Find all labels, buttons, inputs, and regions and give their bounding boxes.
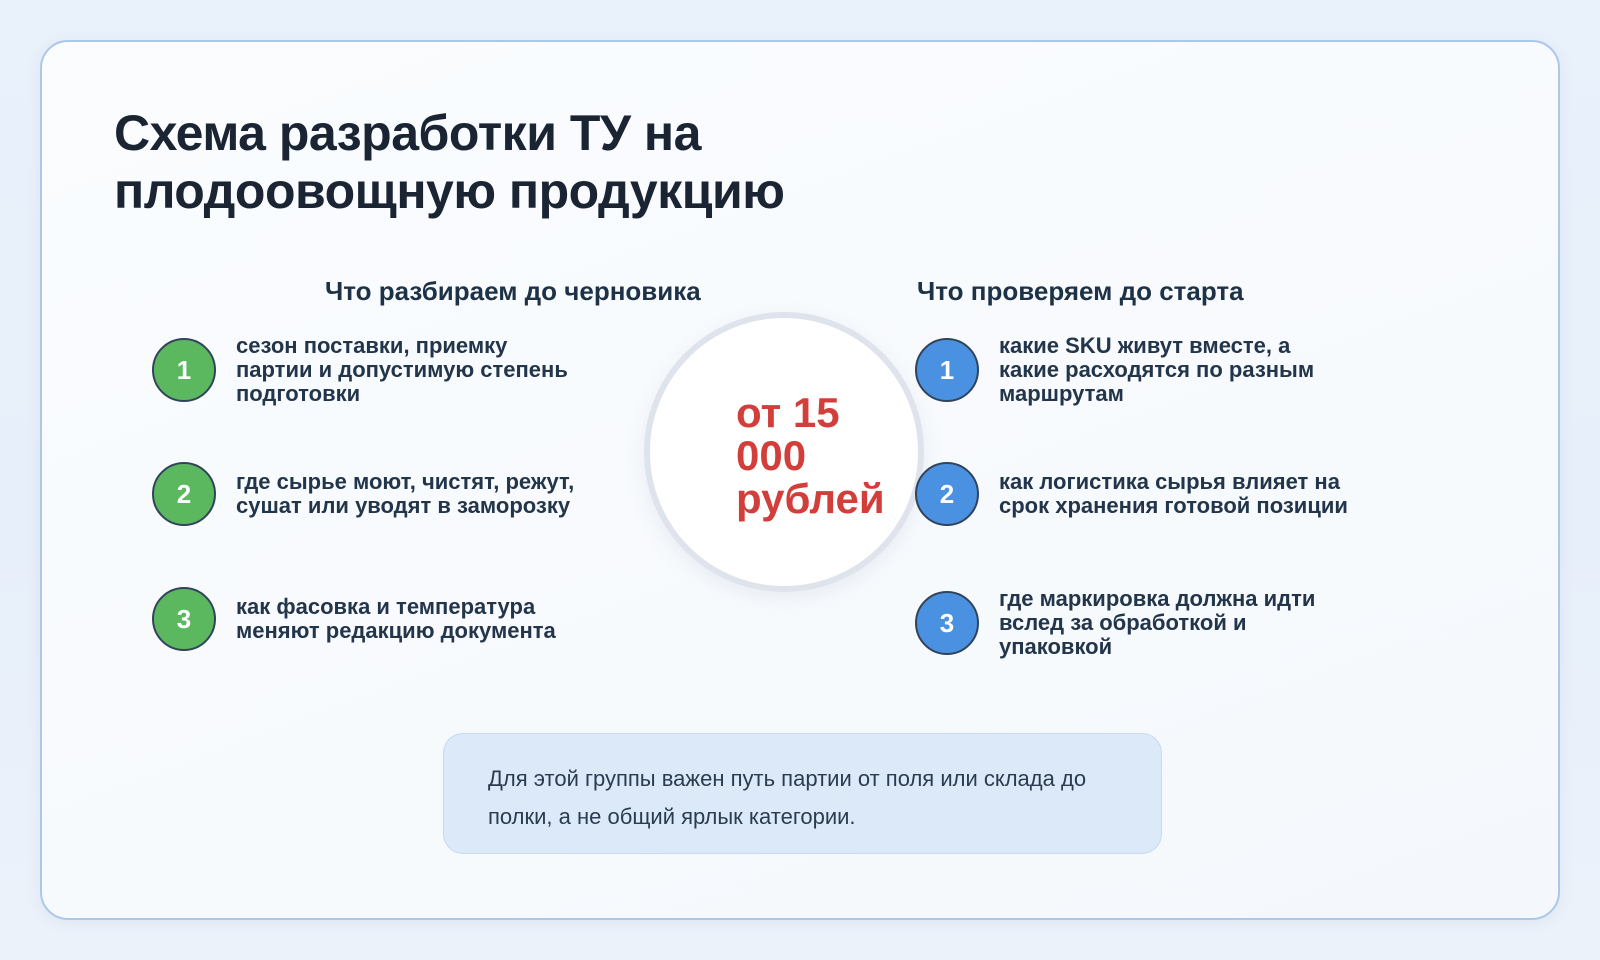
list-item-text: где маркировка должна идти вслед за обработкой и упаковкой <box>999 586 1316 659</box>
step-badge: 1 <box>152 338 216 402</box>
note-box <box>443 733 1162 854</box>
list-item-text: как фасовка и температура меняют редакцию документа <box>236 594 556 643</box>
page-title: Схема разработки ТУ на плодоовощную продукцию <box>114 105 785 219</box>
price-line-2: 000 <box>736 431 807 479</box>
infographic-card <box>40 40 1560 920</box>
list-item-text: какие SKU живут вместе, а какие расходятся по разным маршрутам <box>999 333 1315 406</box>
list-item-text: как логистика сырья влияет на срок хранения готовой позиции <box>999 469 1348 518</box>
list-item <box>915 334 1354 406</box>
step-badge: 1 <box>915 338 979 402</box>
price-circle <box>644 312 924 592</box>
list-item <box>915 462 1354 526</box>
list-item-text: сезон поставки, приемку партии и допустимую степень подготовки <box>236 333 568 406</box>
step-badge: 3 <box>915 591 979 655</box>
step-badge: 3 <box>152 587 216 651</box>
list-item <box>915 587 1354 659</box>
step-badge: 2 <box>152 462 216 526</box>
price-line-3: рублей <box>736 474 885 522</box>
note-text: Для этой группы важен путь партии от поля или склада до полки, а не общий ярлык категории. <box>488 766 1087 829</box>
left-column-header: Что разбираем до черновика <box>325 276 701 306</box>
right-column-header: Что проверяем до старта <box>917 276 1244 306</box>
price-line-1: от 15 <box>736 388 840 436</box>
step-badge: 2 <box>915 462 979 526</box>
list-item <box>152 334 576 406</box>
list-item <box>152 587 576 651</box>
list-item-text: где сырье моют, чистят, режут, сушат или уводят в заморозку <box>236 469 575 518</box>
list-item <box>152 462 576 526</box>
